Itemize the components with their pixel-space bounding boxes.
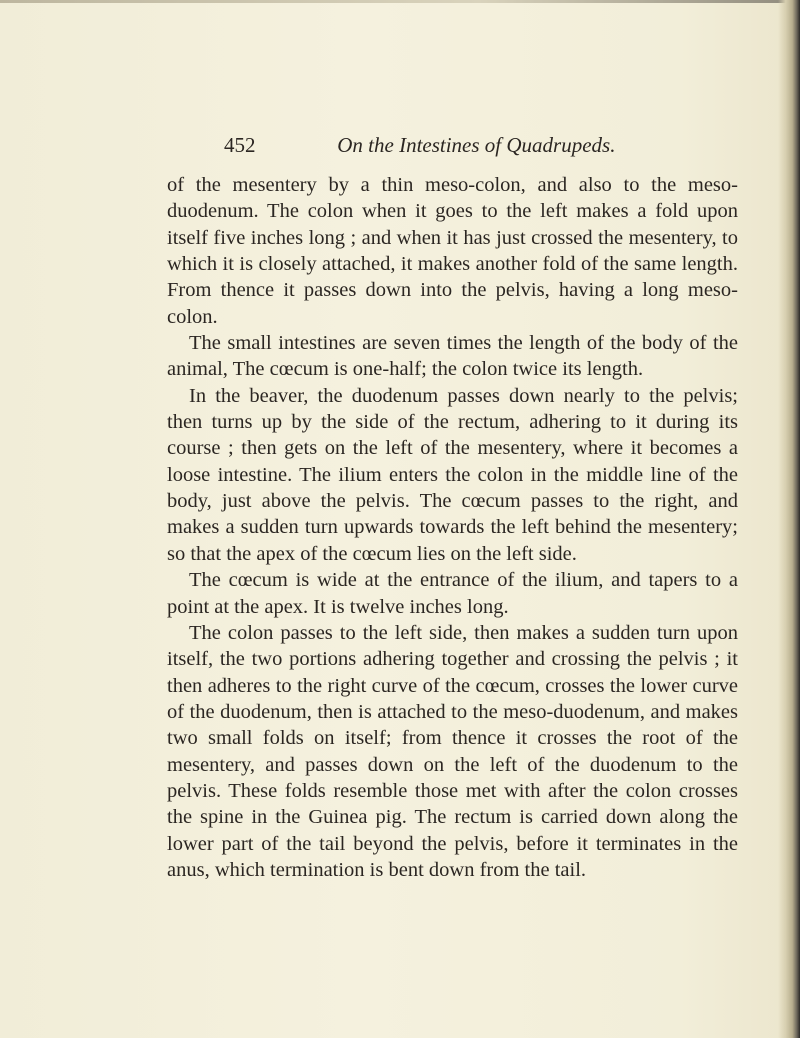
page-top-edge [0,0,800,3]
running-head [224,128,744,162]
body-text [167,172,738,883]
page-right-edge-shadow [778,0,800,1038]
paragraph: The colon passes to the left side, then makes a sudden turn upon itself, the two portions adhering together and crossing the pelvis ; it then adheres to the right curve of the cœcum, crosses the lower curve of the duodenum, then is attached to the meso-duodenum, and makes two small folds on itself; from thence it crosses the root of the mesentery, and passes down on the left of the duodenum to the pelvis. These folds resemble those met with after the colon crosses the spine in the Guinea pig. The rectum is carried down along the lower part of the tail beyond the pelvis, before it terminates in the anus, which termination is bent down from the tail. [167,621,738,881]
paragraph-continued: of the mesentery by a thin meso-colon, and also to the meso-duodenum. The colon when it goes to the left makes a fold upon itself five inches long ; and when it has just crossed the mesentery, to which it is closely attached, it makes another fold of the same length. From thence it passes down into the pelvis, having a long meso-colon. [167,174,738,328]
running-title: On the Intestines of Quadrupeds. [337,133,616,157]
paragraph: The small intestines are seven times the length of the body of the animal, The cœcum is one-half; the colon twice its length. [167,332,738,381]
paragraph: In the beaver, the duodenum passes down nearly to the pelvis; then turns up by the side of the rectum, adhering to it during its course ; then gets on the left of the mesentery, where it becomes a loose intestine. The ilium enters the colon in the middle line of the body, just above the pelvis. The cœcum passes to the right, and makes a sudden turn upwards towards the left behind the mesentery; so that the apex of the cœcum lies on the left side. [167,384,738,565]
page-number: 452 [224,133,256,157]
paragraph: The cœcum is wide at the entrance of the ilium, and tapers to a point at the apex. It is twelve inches long. [167,569,738,618]
